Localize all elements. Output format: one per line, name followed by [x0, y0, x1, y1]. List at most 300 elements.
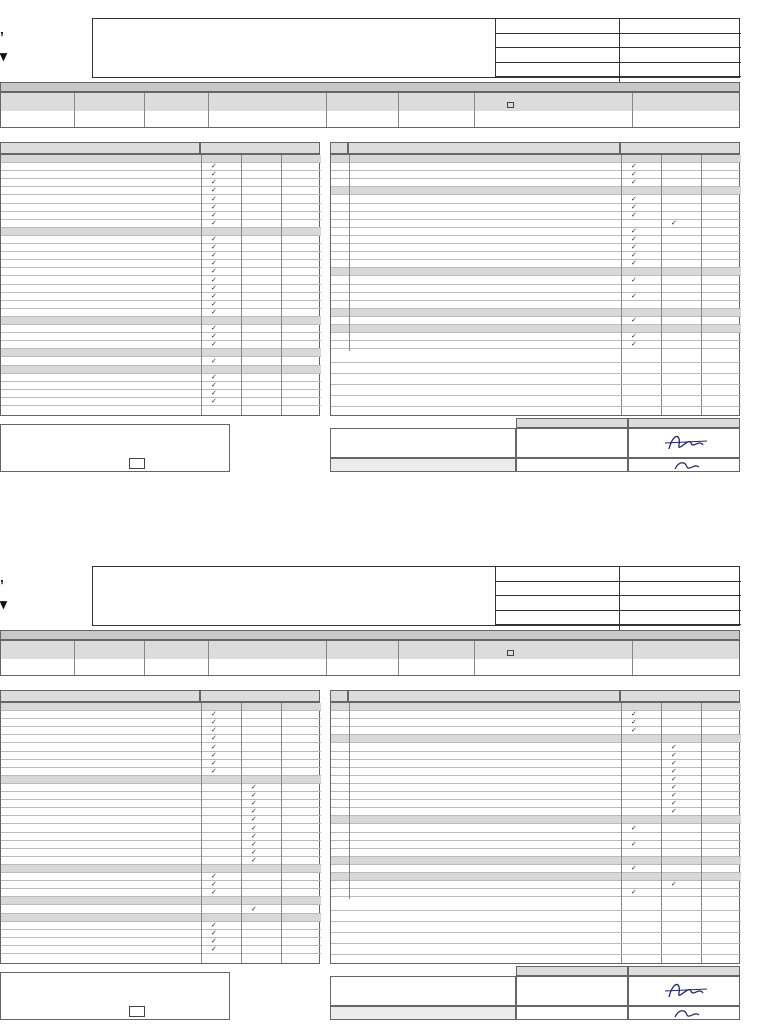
- unsat-check-icon[interactable]: ✓: [671, 792, 677, 800]
- meta-row: [496, 567, 741, 582]
- fuel-value[interactable]: [633, 111, 739, 127]
- sat-check-icon[interactable]: ✓: [631, 260, 637, 268]
- checklist-row: [1, 857, 321, 865]
- sat-check-icon[interactable]: ✓: [211, 937, 217, 945]
- note-line[interactable]: [331, 954, 741, 955]
- sat-check-icon[interactable]: ✓: [211, 735, 217, 743]
- name-header: [516, 966, 628, 976]
- checklist-row: [1, 889, 321, 897]
- driver-signature-drawing: [629, 1007, 739, 1020]
- sat-check-icon[interactable]: ✓: [211, 381, 217, 389]
- type-value[interactable]: [209, 659, 327, 675]
- license-value[interactable]: [145, 111, 209, 127]
- checklist-row: [1, 179, 321, 187]
- left-checklist: [0, 702, 320, 964]
- sat-check-icon[interactable]: ✓: [211, 292, 217, 300]
- section-header: [1, 366, 321, 374]
- sat-check-icon[interactable]: ✓: [631, 171, 637, 179]
- sat-check-icon[interactable]: ✓: [631, 719, 637, 727]
- unsat-check-icon[interactable]: ✓: [251, 905, 257, 913]
- column-divider: [621, 703, 622, 963]
- form-header: [0, 566, 768, 626]
- inspected-by-label: [330, 976, 516, 1006]
- sat-check-icon[interactable]: ✓: [631, 824, 637, 832]
- unsat-check-icon[interactable]: ✓: [251, 800, 257, 808]
- sat-check-icon[interactable]: ✓: [631, 252, 637, 260]
- unsat-check-icon[interactable]: ✓: [251, 792, 257, 800]
- checklist-row: [331, 196, 741, 204]
- inspector-signature[interactable]: [628, 428, 740, 458]
- company-logo: [0, 28, 85, 66]
- sat-check-icon[interactable]: ✓: [631, 236, 637, 243]
- sat-check-icon[interactable]: ✓: [631, 711, 637, 719]
- checklist-row: [1, 946, 321, 954]
- checklist-row: [1, 906, 321, 914]
- signature-header: [628, 966, 740, 976]
- owner-header: [475, 641, 633, 650]
- sat-check-icon[interactable]: ✓: [211, 244, 217, 252]
- column-divider: [241, 703, 242, 963]
- checklist-row: [1, 760, 321, 768]
- unsat-check-icon[interactable]: ✓: [671, 808, 677, 816]
- sat-check-icon[interactable]: ✓: [631, 163, 637, 171]
- sat-check-icon[interactable]: ✓: [211, 889, 217, 897]
- meta-row: [496, 63, 741, 78]
- meta-row: [496, 34, 741, 49]
- meta-value: [620, 611, 623, 625]
- unsat-check-icon[interactable]: ✓: [251, 832, 257, 840]
- meta-label: [496, 567, 620, 581]
- section-header: [1, 897, 321, 905]
- type-header: [209, 93, 327, 102]
- checklist-row: [1, 735, 321, 743]
- checklist-row: [331, 163, 741, 171]
- checklist-row: [1, 171, 321, 179]
- km-value[interactable]: [399, 659, 475, 675]
- unsat-check-icon[interactable]: ✓: [671, 881, 677, 889]
- vehicle-info-table: [0, 640, 740, 676]
- license-value[interactable]: [145, 659, 209, 675]
- owner-options: [475, 102, 633, 111]
- sat-check-icon[interactable]: ✓: [631, 865, 637, 872]
- sat-check-icon[interactable]: ✓: [211, 389, 217, 397]
- checklist-row: [1, 187, 321, 195]
- checklist-row: [331, 711, 741, 719]
- section-header: [331, 816, 741, 824]
- column-divider: [201, 155, 202, 415]
- note-line[interactable]: [331, 910, 741, 911]
- checklist-row: [1, 260, 321, 268]
- checklist-row: [1, 768, 321, 776]
- checklist-row: [1, 881, 321, 889]
- section-header: [331, 857, 741, 865]
- unsat-check-icon[interactable]: ✓: [251, 816, 257, 824]
- checklist-row: [331, 808, 741, 816]
- sat-check-icon[interactable]: ✓: [211, 711, 217, 719]
- km-header: [399, 93, 475, 102]
- column-divider: [281, 155, 282, 415]
- signature-block: [330, 966, 740, 1030]
- driver-label: [330, 458, 516, 472]
- right-condition-header: [620, 690, 740, 702]
- sat-check-icon[interactable]: ✓: [211, 276, 217, 284]
- checklist-row: [1, 293, 321, 301]
- driver-name[interactable]: [516, 1006, 628, 1020]
- location-value[interactable]: [1, 111, 75, 127]
- sat-check-icon[interactable]: ✓: [211, 284, 217, 292]
- header-box: [92, 18, 740, 78]
- location-subheader: [1, 650, 75, 659]
- driver-name[interactable]: [516, 458, 628, 472]
- checklist-row: [331, 752, 741, 760]
- column-divider: [621, 155, 622, 415]
- sat-check-icon[interactable]: ✓: [211, 921, 217, 929]
- sat-check-icon[interactable]: ✓: [631, 276, 637, 284]
- left-condition-header: [200, 142, 320, 154]
- unsat-check-icon[interactable]: ✓: [251, 808, 257, 816]
- sat-check-icon[interactable]: ✓: [211, 929, 217, 937]
- inspector-name[interactable]: [516, 428, 628, 458]
- company-logo: [0, 576, 85, 614]
- checklist-row: [331, 333, 741, 341]
- checklist-row: [1, 309, 321, 317]
- checklist-row: [1, 325, 321, 333]
- sat-check-icon[interactable]: ✓: [631, 203, 637, 211]
- form-meta-table: [495, 567, 741, 625]
- checklist-row: [331, 341, 741, 349]
- unsat-check-icon[interactable]: ✓: [251, 840, 257, 848]
- sat-check-icon[interactable]: ✓: [211, 333, 217, 341]
- checklist-row: [1, 333, 321, 341]
- checklist-row: [1, 825, 321, 833]
- sub-cont-checkbox[interactable]: [507, 102, 514, 108]
- meta-label: [496, 611, 620, 625]
- reg-subheader: [327, 650, 399, 659]
- sat-check-icon[interactable]: ✓: [631, 341, 637, 349]
- sat-check-icon[interactable]: ✓: [631, 179, 637, 187]
- unsat-check-icon[interactable]: ✓: [251, 784, 257, 791]
- column-divider: [349, 703, 350, 899]
- logo-line-1: ’: [0, 29, 4, 46]
- sat-check-icon[interactable]: ✓: [211, 171, 217, 179]
- checklist-row: [331, 784, 741, 792]
- section-header: [331, 735, 741, 743]
- sat-check-icon[interactable]: ✓: [211, 398, 217, 405]
- note-line[interactable]: [331, 362, 741, 363]
- checklist-row: [331, 179, 741, 187]
- sat-check-icon[interactable]: ✓: [631, 889, 637, 897]
- column-divider: [201, 703, 202, 963]
- checklist-row: [331, 293, 741, 301]
- sat-check-icon[interactable]: ✓: [211, 946, 217, 953]
- driver-label: [330, 1006, 516, 1020]
- checklist-row: [331, 317, 741, 325]
- sat-check-icon[interactable]: ✓: [211, 187, 217, 195]
- checklist-row: [1, 236, 321, 244]
- meta-label: [496, 596, 620, 610]
- unsat-check-icon[interactable]: ✓: [671, 784, 677, 791]
- unsat-check-icon[interactable]: ✓: [671, 775, 677, 783]
- right-condition-header: [620, 142, 740, 154]
- sat-check-icon[interactable]: ✓: [631, 292, 637, 300]
- checklist-row: [1, 930, 321, 938]
- sat-check-icon[interactable]: ✓: [211, 300, 217, 308]
- sat-check-icon[interactable]: ✓: [211, 211, 217, 219]
- note-line[interactable]: [331, 943, 741, 944]
- section-header: [331, 873, 741, 881]
- meta-label: [496, 48, 620, 62]
- driver-signature[interactable]: [628, 458, 740, 472]
- checklist-row: [331, 171, 741, 179]
- checklist-row: [331, 220, 741, 228]
- form-header: [0, 18, 768, 78]
- driver-subheader: [75, 102, 145, 111]
- driver-header: [75, 641, 145, 650]
- driver-signature-drawing: [629, 459, 739, 472]
- checklist-row: [1, 816, 321, 824]
- logo-line-1: ’: [0, 577, 4, 594]
- sat-check-icon[interactable]: ✓: [631, 244, 637, 252]
- sat-check-icon[interactable]: ✓: [211, 260, 217, 268]
- sat-check-icon[interactable]: ✓: [211, 727, 217, 735]
- km-value[interactable]: [399, 111, 475, 127]
- column-divider: [701, 155, 702, 415]
- section-header: [1, 155, 321, 163]
- sat-check-icon[interactable]: ✓: [631, 333, 637, 341]
- logo-line-2: ▾: [0, 596, 7, 613]
- checklist-row: [331, 285, 741, 293]
- sat-check-icon[interactable]: ✓: [211, 341, 217, 349]
- note-line[interactable]: [331, 932, 741, 933]
- right-description-header: [348, 690, 620, 702]
- checklist-row: [1, 341, 321, 349]
- inspector-signature-drawing: [629, 429, 739, 457]
- sat-check-icon[interactable]: ✓: [211, 252, 217, 260]
- name-header: [516, 418, 628, 428]
- km-subheader: [399, 650, 475, 659]
- meta-label: [496, 34, 620, 48]
- inspector-name[interactable]: [516, 976, 628, 1006]
- unsat-check-icon[interactable]: ✓: [251, 824, 257, 832]
- driver-value[interactable]: [75, 111, 145, 127]
- section-header: [1, 349, 321, 357]
- section-header: [331, 309, 741, 317]
- type-value[interactable]: [209, 111, 327, 127]
- sat-check-icon[interactable]: ✓: [211, 219, 217, 227]
- section-header: [331, 155, 741, 163]
- note-line[interactable]: [331, 373, 741, 374]
- meta-value: [620, 596, 623, 610]
- signature-header: [628, 418, 740, 428]
- checklist-row: [1, 374, 321, 382]
- reg-value[interactable]: [327, 111, 399, 127]
- km-subheader: [399, 102, 475, 111]
- sat-check-icon[interactable]: ✓: [211, 357, 217, 365]
- sat-check-icon[interactable]: ✓: [211, 743, 217, 751]
- meta-label: [496, 582, 620, 596]
- right-checklist: [330, 154, 740, 416]
- fuel-scale: [633, 102, 739, 111]
- unsat-check-icon[interactable]: ✓: [671, 800, 677, 808]
- sat-check-icon[interactable]: ✓: [211, 268, 217, 276]
- checklist-row: [331, 849, 741, 857]
- fuel-value[interactable]: [633, 659, 739, 675]
- meta-row: [496, 582, 741, 597]
- checklist-row: [1, 800, 321, 808]
- left-description-header: [0, 690, 200, 702]
- checklist-row: [331, 833, 741, 841]
- checklist-row: [331, 252, 741, 260]
- unsat-check-icon[interactable]: ✓: [671, 767, 677, 775]
- owner-value[interactable]: [475, 111, 633, 127]
- checklist-row: [1, 398, 321, 406]
- location-header: [1, 93, 75, 102]
- checklist-row: [1, 833, 321, 841]
- checklist-row: [1, 252, 321, 260]
- checklist-row: [1, 382, 321, 390]
- checklist-row: [1, 196, 321, 204]
- logo-line-2: ▾: [0, 48, 7, 65]
- checklist-row: [1, 268, 321, 276]
- unsat-check-icon[interactable]: ✓: [671, 219, 677, 227]
- meta-row: [496, 611, 741, 626]
- checklist-row: [331, 889, 741, 897]
- legend-result-box: [0, 972, 230, 1020]
- driver-signature[interactable]: [628, 1006, 740, 1020]
- meta-row: [496, 596, 741, 611]
- column-divider: [349, 155, 350, 351]
- inspector-signature[interactable]: [628, 976, 740, 1006]
- unsat-check-icon[interactable]: ✓: [251, 856, 257, 864]
- section-header: [1, 703, 321, 711]
- section-header: [331, 187, 741, 195]
- reject-checkbox[interactable]: [129, 458, 145, 469]
- checklist-row: [331, 792, 741, 800]
- meta-value: [620, 48, 623, 62]
- checklist-row: [331, 228, 741, 236]
- note-line[interactable]: [331, 384, 741, 385]
- owner-el-mark[interactable]: [475, 649, 481, 658]
- sat-check-icon[interactable]: ✓: [211, 236, 217, 243]
- right-no-header: [330, 142, 348, 154]
- checklist-row: [1, 938, 321, 946]
- checklist-row: [331, 841, 741, 849]
- unsat-check-icon[interactable]: ✓: [671, 751, 677, 759]
- sat-check-icon[interactable]: ✓: [211, 373, 217, 381]
- sat-check-icon[interactable]: ✓: [211, 719, 217, 727]
- unsat-check-icon[interactable]: ✓: [671, 743, 677, 751]
- license-subheader: [145, 650, 209, 659]
- checklist-row: [331, 727, 741, 735]
- driver-value[interactable]: [75, 659, 145, 675]
- sat-check-icon[interactable]: ✓: [631, 211, 637, 219]
- sat-check-icon[interactable]: ✓: [211, 308, 217, 316]
- sat-check-icon[interactable]: ✓: [211, 881, 217, 889]
- sat-check-icon[interactable]: ✓: [631, 317, 637, 324]
- checklist-row: [331, 301, 741, 309]
- checklist-row: [331, 260, 741, 268]
- inspected-by-label: [330, 428, 516, 458]
- checklist-row: [1, 277, 321, 285]
- checklist-row: [331, 768, 741, 776]
- sat-check-icon[interactable]: ✓: [211, 203, 217, 211]
- checklist-row: [331, 277, 741, 285]
- checklist-row: [1, 163, 321, 171]
- sat-check-icon[interactable]: ✓: [631, 195, 637, 203]
- checklist-row: [1, 244, 321, 252]
- checklist-row: [1, 358, 321, 366]
- meta-value: [620, 34, 623, 48]
- signature-block: [330, 418, 740, 482]
- vehicle-info-table: [0, 92, 740, 128]
- sat-check-icon[interactable]: ✓: [211, 195, 217, 203]
- fuel-header: [633, 641, 739, 650]
- checklist-row: [1, 744, 321, 752]
- reg-header: [327, 641, 399, 650]
- owner-header: [475, 93, 633, 102]
- fuel-header: [633, 93, 739, 102]
- reg-value[interactable]: [327, 659, 399, 675]
- meta-row: [496, 48, 741, 63]
- sat-check-icon[interactable]: ✓: [631, 227, 637, 235]
- note-line[interactable]: [331, 406, 741, 407]
- checklist-row: [1, 711, 321, 719]
- checklist-row: [331, 204, 741, 212]
- sat-check-icon[interactable]: ✓: [211, 759, 217, 767]
- sub-cont-checkbox[interactable]: [507, 650, 514, 656]
- checklist-row: [331, 760, 741, 768]
- column-divider: [241, 155, 242, 415]
- sat-check-icon[interactable]: ✓: [631, 727, 637, 735]
- unsat-check-icon[interactable]: ✓: [251, 848, 257, 856]
- reject-checkbox[interactable]: [129, 1006, 145, 1017]
- location-value[interactable]: [1, 659, 75, 675]
- sat-check-icon[interactable]: ✓: [211, 873, 217, 881]
- section-header: [331, 703, 741, 711]
- section-header: [331, 325, 741, 333]
- meta-label: [496, 19, 620, 33]
- note-line[interactable]: [331, 921, 741, 922]
- checklist-row: [1, 204, 321, 212]
- column-divider: [661, 155, 662, 415]
- note-line[interactable]: [331, 395, 741, 396]
- sat-check-icon[interactable]: ✓: [211, 179, 217, 187]
- checklist-row: [1, 784, 321, 792]
- sat-check-icon[interactable]: ✓: [211, 751, 217, 759]
- sat-check-icon[interactable]: ✓: [211, 767, 217, 775]
- legend-result-box: [0, 424, 230, 472]
- checklist-row: [331, 212, 741, 220]
- owner-el-mark[interactable]: [475, 101, 481, 110]
- checklist-row: [1, 752, 321, 760]
- km-header: [399, 641, 475, 650]
- left-checklist: [0, 154, 320, 416]
- checklist-row: [331, 719, 741, 727]
- sat-check-icon[interactable]: ✓: [631, 840, 637, 848]
- checklist-row: [331, 825, 741, 833]
- license-header: [145, 641, 209, 650]
- form-band-title: [0, 82, 740, 92]
- sat-check-icon[interactable]: ✓: [211, 163, 217, 171]
- checklist-row: [1, 285, 321, 293]
- right-no-header: [330, 690, 348, 702]
- left-condition-header: [200, 690, 320, 702]
- unsat-check-icon[interactable]: ✓: [671, 759, 677, 767]
- checklist-row: [1, 792, 321, 800]
- sat-check-icon[interactable]: ✓: [211, 325, 217, 333]
- owner-value[interactable]: [475, 659, 633, 675]
- checklist-row: [1, 719, 321, 727]
